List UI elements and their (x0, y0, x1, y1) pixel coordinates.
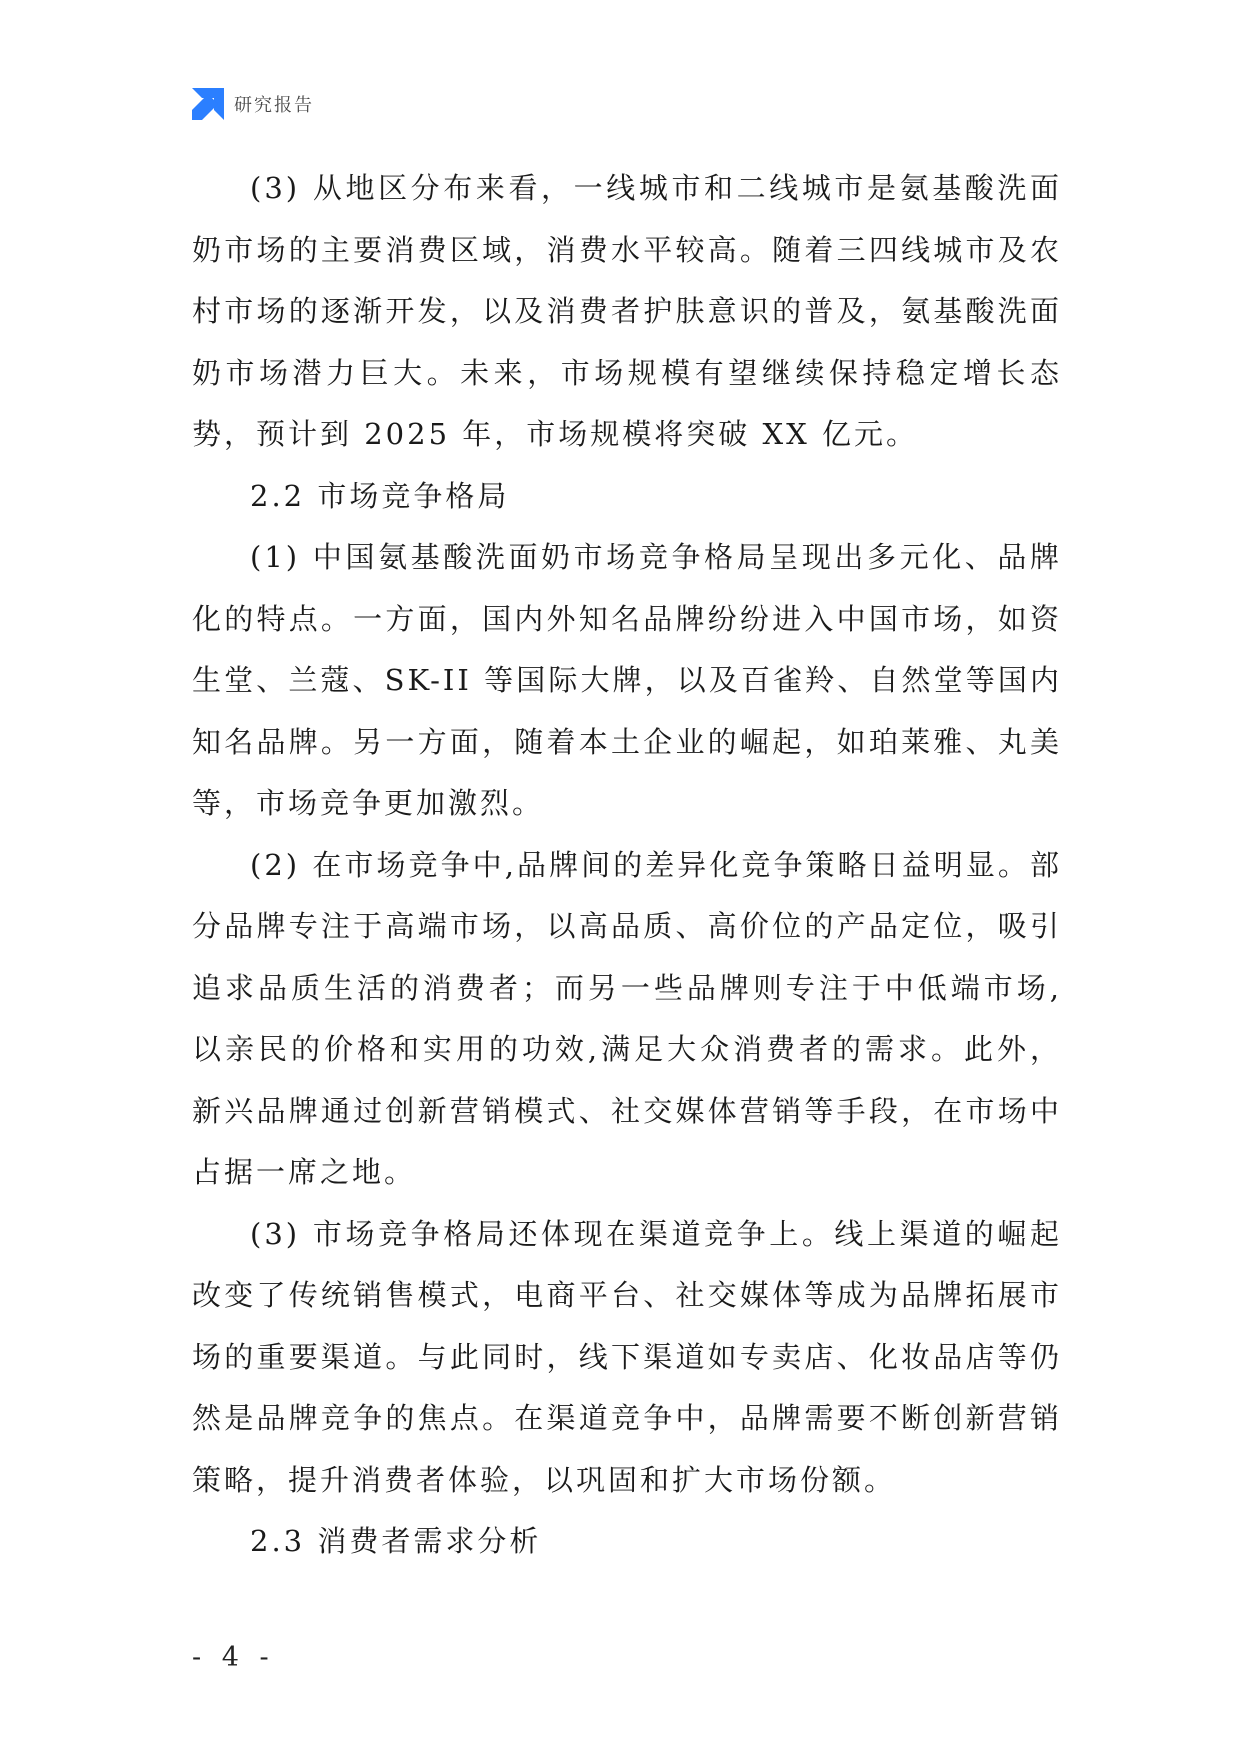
paragraph-differentiation-strategy: (2) 在市场竞争中,品牌间的差异化竞争策略日益明显。部分品牌专注于高端市场，以高品质、高价位的产品定位，吸引追求品质生活的消费者；而另一些品牌则专注于中低端市场,以亲民的价格和实用的功效,满足大众消费者的需求。此外，新兴品牌通过创新营销模式、社交媒体营销等手段，在市场中占据一席之地。 (192, 847, 1062, 1189)
brand-label: 研究报告 (234, 95, 314, 116)
arrow-up-right-logo-icon (192, 88, 224, 120)
paragraph-regional-distribution: (3) 从地区分布来看，一线城市和二线城市是氨基酸洗面奶市场的主要消费区域，消费水平较高。随着三四线城市及农村市场的逐渐开发，以及消费者护肤意识的普及，氨基酸洗面奶市场潜力巨大。未来，市场规模有望继续保持稳定增长态势，预计到 2025 年，市场规模将突破 XX 亿元。 (192, 171, 1062, 451)
paragraph-competition-landscape: (1) 中国氨基酸洗面奶市场竞争格局呈现出多元化、品牌化的特点。一方面，国内外知名品牌纷纷进入中国市场，如资生堂、兰蔻、SK-II 等国际大牌，以及百雀羚、自然堂等国内知名品牌。另一方面，随着本土企业的崛起，如珀莱雅、丸美等，市场竞争更加激烈。 (192, 540, 1062, 820)
document-body (192, 158, 1062, 1573)
section-heading-competition: 2.2 市场竞争格局 (250, 478, 510, 513)
section-heading-consumer-demand: 2.3 消费者需求分析 (250, 1524, 542, 1558)
page-number: - 4 - (192, 1642, 275, 1673)
paragraph-channel-competition: (3) 市场竞争格局还体现在渠道竞争上。线上渠道的崛起改变了传统销售模式，电商平台、社交媒体等成为品牌拓展市场的重要渠道。与此同时，线下渠道如专卖店、化妆品店等仍然是品牌竞争的焦点。在渠道竞争中，品牌需要不断创新营销策略，提升消费者体验，以巩固和扩大市场份额。 (192, 1216, 1062, 1497)
report-header (192, 88, 314, 120)
